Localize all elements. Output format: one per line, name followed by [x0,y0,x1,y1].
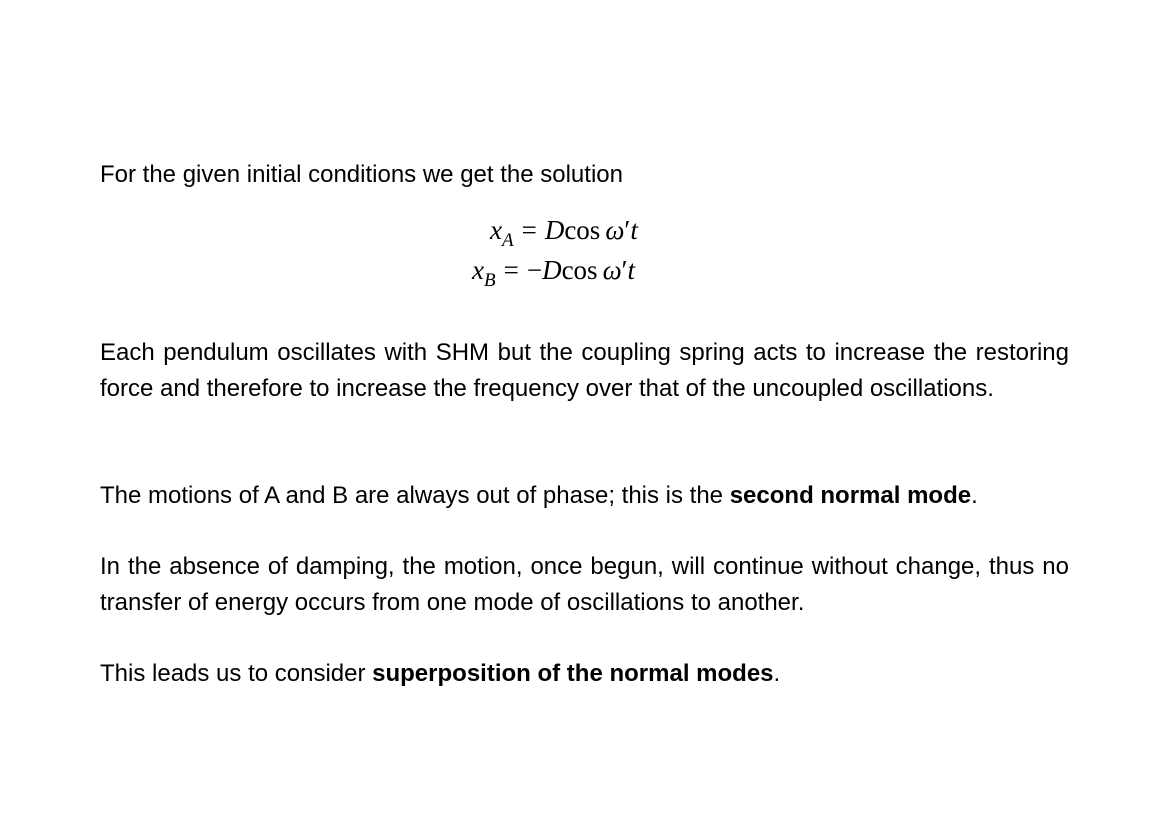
eq-xa-cos: cos [564,215,601,245]
eq-xb-coef: D [542,255,562,285]
eq-xb-sign: − [526,255,543,285]
eq-xb-t: t [627,255,636,285]
para4-before: This leads us to consider [100,660,373,687]
para2-bold: second normal mode [729,482,972,509]
eq-xa-coef: D [544,215,565,245]
paragraph-damping: In the absence of damping, the motion, once begun, will continue without change, thus no transfer of energy occurs from one mode of oscillations to another. [100,553,1069,616]
paragraph-superposition [100,656,1069,692]
eq-xa-lhs: x [490,215,502,245]
eq-xa-omega: ω [605,215,625,245]
eq-xb-lhs: x [472,255,484,285]
eq-xb-cos: cos [561,255,598,285]
eq-xb-prime: ′ [621,255,628,285]
para2-before: The motions of A and B are always out of phase; this is the [100,482,730,509]
equation-xb [472,250,635,290]
para4-after: . [773,660,781,687]
paragraph-out-of-phase [100,478,1069,514]
eq-xb-omega: ω [602,255,622,285]
eq-xa-t: t [630,215,638,245]
eq-xa-prime: ′ [624,215,631,245]
eq-xb-subscript: B [483,270,496,291]
equation-xa [490,210,638,250]
paragraph-shm: Each pendulum oscillates with SHM but the coupling spring acts to increase the restoring force and therefore to increase the frequency over that of the uncoupled oscillations. [100,339,1069,402]
intro-text: For the given initial conditions we get the solution [100,161,623,188]
eq-xb-equals: = [503,255,519,285]
para4-bold: superposition of the normal modes [372,660,774,687]
eq-xa-equals: = [521,215,537,245]
eq-xa-subscript: A [501,230,514,251]
para2-after: . [971,482,978,509]
